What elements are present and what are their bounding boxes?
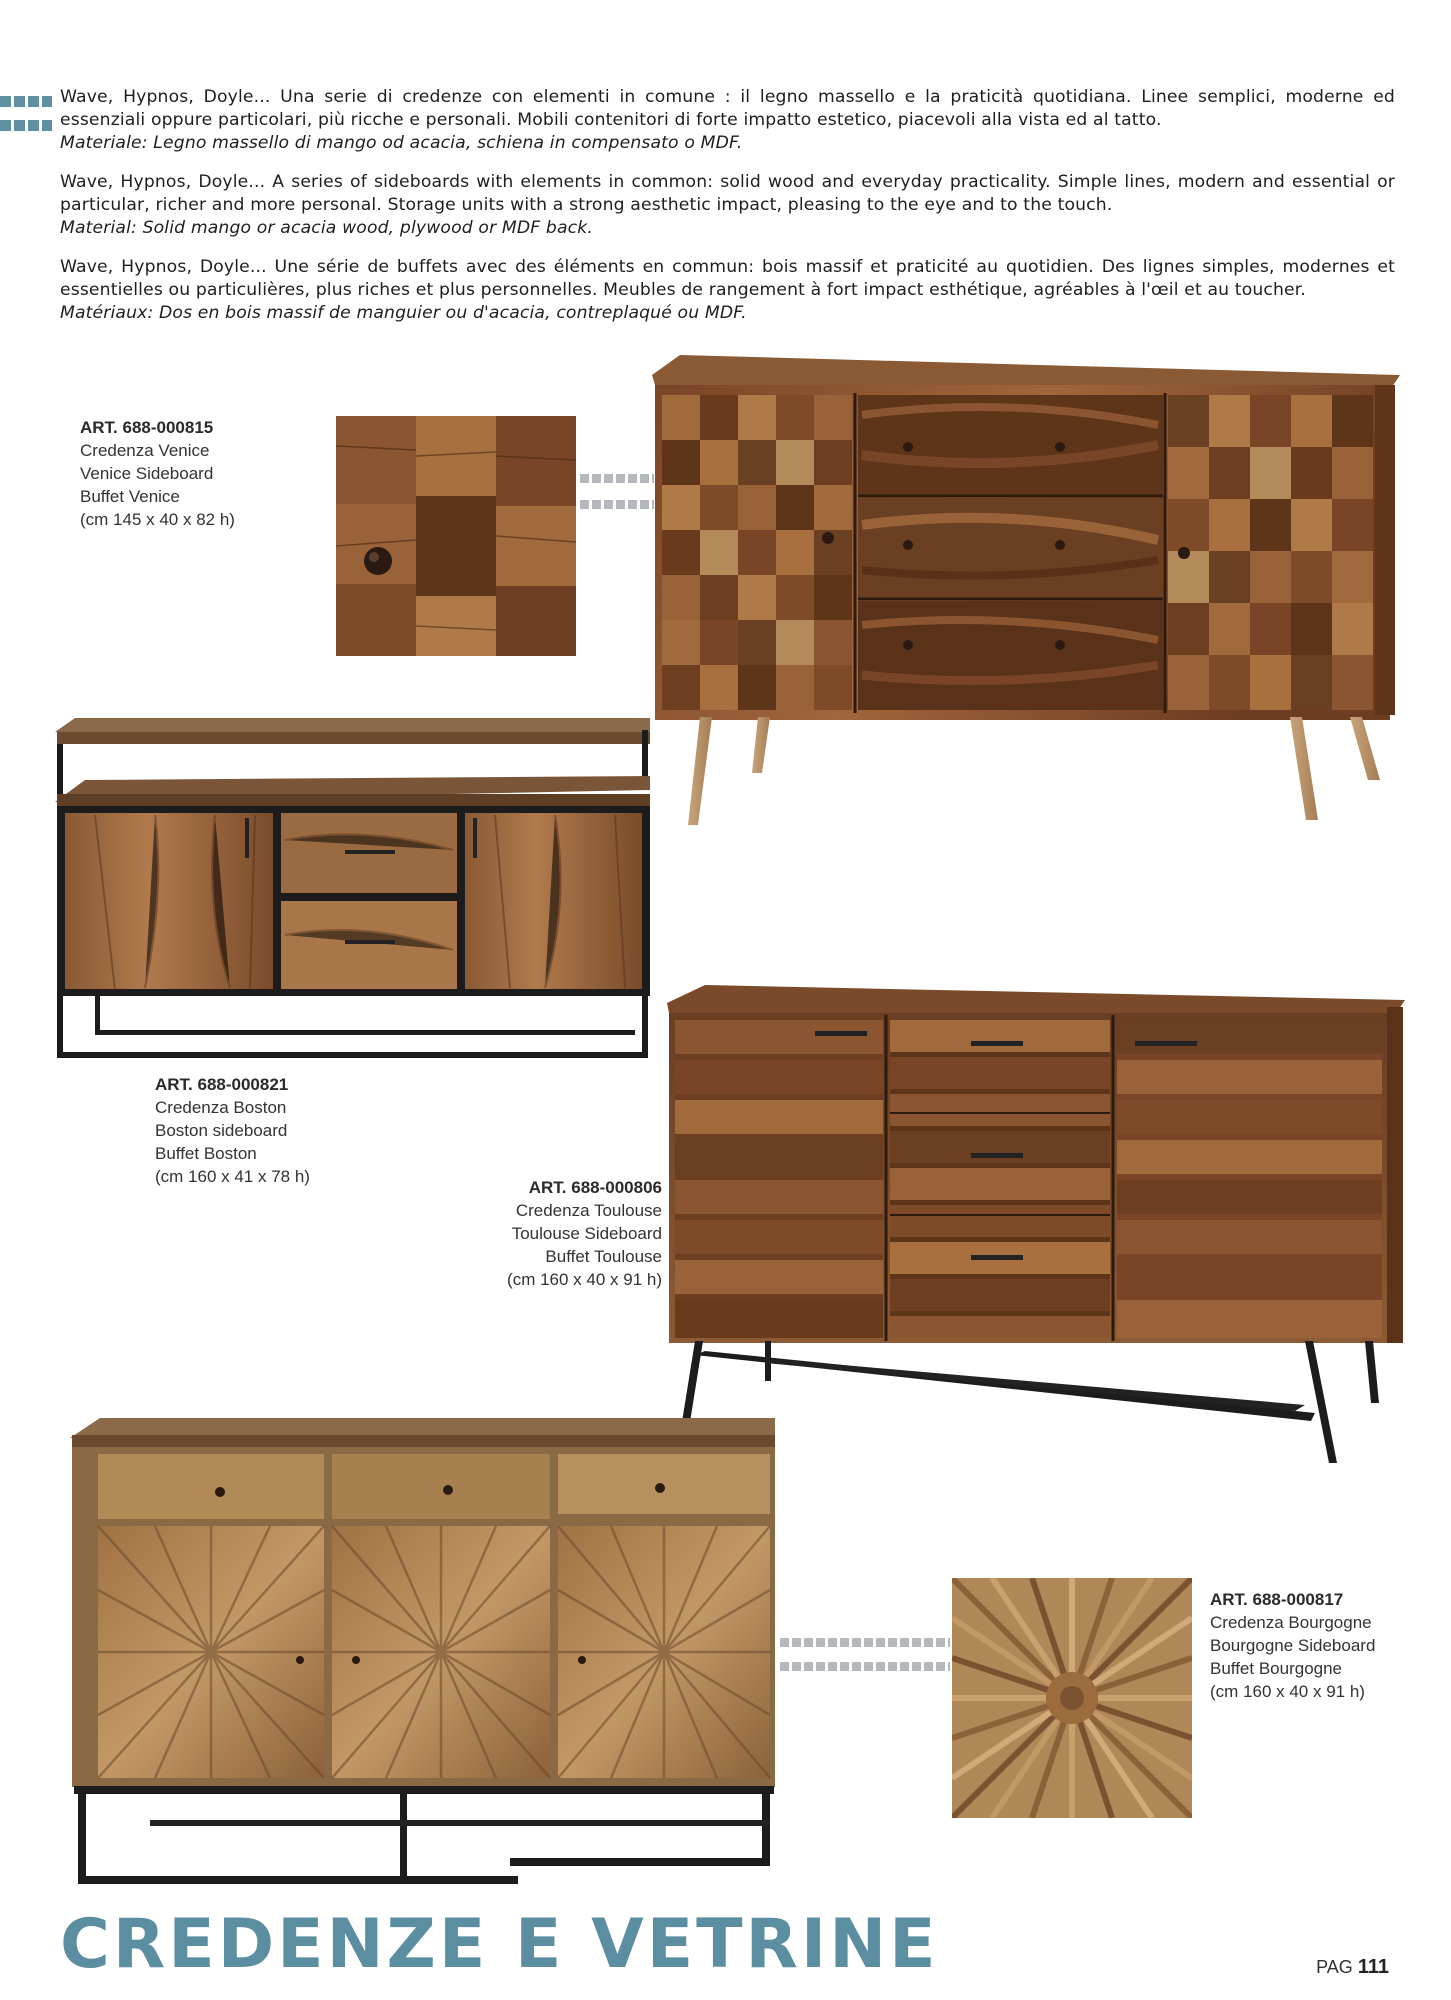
product-name-fr: Buffet Boston — [155, 1144, 257, 1163]
product-dimensions: (cm 160 x 40 x 91 h) — [1210, 1682, 1365, 1701]
product-toulouse-label — [420, 1176, 662, 1291]
connector-line — [780, 1662, 950, 1671]
section-title — [60, 1905, 939, 1984]
intro-english-material: Material: Solid mango or acacia wood, plywood or MDF back. — [60, 218, 593, 238]
product-name-fr: Buffet Bourgogne — [1210, 1659, 1343, 1678]
product-art-number: ART. 688-000817 — [1210, 1590, 1344, 1609]
venice-sideboard-image — [650, 355, 1400, 835]
product-boston-label — [155, 1073, 310, 1188]
intro-english — [60, 171, 1395, 240]
section-title-text: CREDENZE E VETRINE — [60, 1905, 939, 1984]
product-dimensions: (cm 160 x 40 x 91 h) — [507, 1270, 662, 1289]
product-bourgogne-label — [1210, 1588, 1375, 1703]
boston-sideboard-image — [55, 710, 655, 1070]
product-name-fr: Buffet Toulouse — [545, 1247, 662, 1266]
product-venice-label — [80, 416, 235, 531]
product-art-number: ART. 688-000806 — [528, 1178, 662, 1197]
product-art-number: ART. 688-000821 — [155, 1075, 289, 1094]
product-name-it: Credenza Toulouse — [515, 1201, 662, 1220]
product-name-it: Credenza Venice — [80, 441, 210, 460]
product-dimensions: (cm 160 x 41 x 78 h) — [155, 1167, 310, 1186]
product-name-en: Boston sideboard — [155, 1121, 288, 1140]
page-number — [1316, 1956, 1389, 1979]
connector-line — [580, 500, 654, 509]
connector-line — [580, 474, 654, 483]
intro-french-material: Matériaux: Dos en bois massif de manguier ou d'acacia, contreplaqué ou MDF. — [60, 303, 747, 323]
bourgogne-sideboard-image — [70, 1410, 780, 1890]
intro-italian-text: Wave, Hypnos, Doyle... Una serie di credenze con elementi in comune : il legno massello e la praticità quotidiana. Linee semplici, moderne ed essenziali oppure particolari, più ricche e personali. Mobili contenitori di forte impatto estetico, piacevoli alla vista ed al tatto. — [60, 87, 1395, 130]
product-dimensions: (cm 145 x 40 x 82 h) — [80, 510, 235, 529]
product-name-en: Bourgogne Sideboard — [1210, 1636, 1376, 1655]
venice-detail-swatch — [336, 416, 576, 656]
intro-french-text: Wave, Hypnos, Doyle... Une série de buffets avec des éléments en commun: bois massif et praticité au quotidien. Des lignes simples, modernes et essentielles ou particulières, plus riches et plus personnelles. Meubles de rangement à fort impact esthétique, agréables à l'œil et au toucher. — [60, 257, 1395, 300]
decorative-bars — [0, 96, 52, 144]
product-name-en: Venice Sideboard — [80, 464, 214, 483]
intro-italian-material: Materiale: Legno massello di mango od acacia, schiena in compensato o MDF. — [60, 133, 743, 153]
connector-line — [780, 1638, 950, 1647]
product-name-it: Credenza Bourgogne — [1210, 1613, 1372, 1632]
product-name-fr: Buffet Venice — [80, 487, 180, 506]
bourgogne-detail-swatch — [952, 1578, 1192, 1818]
intro-text — [60, 86, 1395, 341]
product-name-en: Toulouse Sideboard — [511, 1224, 662, 1243]
product-art-number: ART. 688-000815 — [80, 418, 214, 437]
toulouse-sideboard-image — [665, 985, 1405, 1470]
intro-italian — [60, 86, 1395, 155]
intro-english-text: Wave, Hypnos, Doyle... A series of sideboards with elements in common: solid wood and everyday practicality. Simple lines, modern and essential or particular, richer and more personal. Storage units with a strong aesthetic impact, pleasing to the eye and to the touch. — [60, 172, 1395, 215]
page-number-value: 111 — [1357, 1956, 1389, 1978]
intro-french — [60, 256, 1395, 325]
product-name-it: Credenza Boston — [155, 1098, 287, 1117]
page-label: PAG — [1316, 1957, 1353, 1977]
